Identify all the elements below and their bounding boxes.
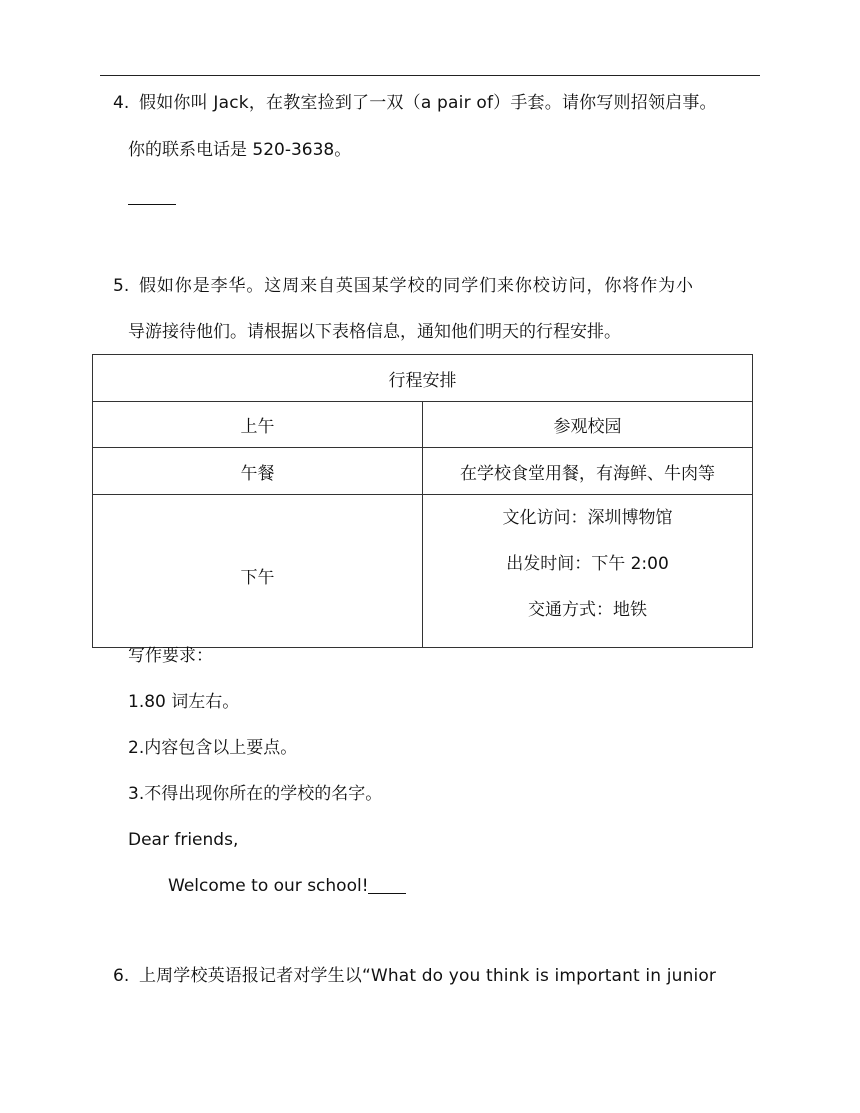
q5-line1: 假如你是李华。这周来自英国某学校的同学们来你校访问，你将作为小 xyxy=(139,276,694,296)
schedule-title: 行程安排 xyxy=(93,355,753,402)
header-rule xyxy=(100,75,760,76)
schedule-detail: 交通方式：地铁 xyxy=(528,600,647,620)
table-row xyxy=(93,495,753,648)
schedule-detail: 参观校园 xyxy=(423,402,753,448)
q6-number: 6. xyxy=(113,966,130,986)
schedule-time: 下午 xyxy=(93,495,423,648)
q5-number: 5. xyxy=(113,276,130,296)
q4-number: 4. xyxy=(113,93,130,113)
letter-greeting: Dear friends, xyxy=(128,830,239,850)
q4-answer-blank xyxy=(128,204,176,205)
schedule-time: 上午 xyxy=(93,402,423,448)
q6-line1: 上周学校英语报记者对学生以“What do you think is important in junior xyxy=(139,966,717,986)
schedule-detail: 文化访问：深圳博物馆 xyxy=(502,508,673,528)
table-row xyxy=(93,448,753,495)
requirement-item: 2.内容包含以上要点。 xyxy=(128,738,298,758)
table-row xyxy=(93,402,753,448)
requirements-title: 写作要求： xyxy=(128,646,213,666)
q4-line2: 你的联系电话是 520-3638。 xyxy=(128,140,352,160)
letter-opening: Welcome to our school! xyxy=(168,876,369,896)
schedule-header-row xyxy=(93,355,753,402)
q4-line1: 假如你叫 Jack，在教室捡到了一双（a pair of）手套。请你写则招领启事。 xyxy=(139,93,717,113)
schedule-detail: 出发时间：下午 2:00 xyxy=(506,554,669,574)
q5-line2: 导游接待他们。请根据以下表格信息，通知他们明天的行程安排。 xyxy=(128,322,621,342)
q5-answer-blank xyxy=(368,893,406,894)
schedule-detail: 在学校食堂用餐，有海鲜、牛肉等 xyxy=(423,448,753,495)
schedule-time: 午餐 xyxy=(93,448,423,495)
schedule-detail-list xyxy=(423,495,753,648)
requirement-item: 1.80 词左右。 xyxy=(128,692,240,712)
schedule-table xyxy=(92,354,753,648)
requirement-item: 3.不得出现你所在的学校的名字。 xyxy=(128,784,383,804)
